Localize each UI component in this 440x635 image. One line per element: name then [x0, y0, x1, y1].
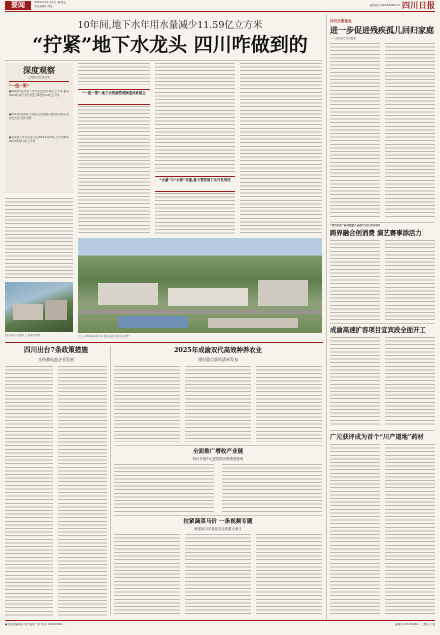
story-d-sub: 阐述四川对食品安全的重大意义: [194, 527, 242, 531]
lead-kicker: 10年间,地下水年用水量减少11.59亿立方米: [77, 20, 263, 31]
quote-head-2: [155, 176, 235, 192]
lead-sidebar: [5, 63, 73, 193]
story-c-head: 全面推广增收产业链: [192, 449, 244, 455]
sidebar-rule: [9, 81, 69, 82]
lead-headline: “拧紧”地下水龙头 四川咋做到的: [32, 34, 308, 56]
date-line: 2024年12月6日 星期五: [34, 1, 67, 4]
story-a-head: 四川出台7条政策措施: [24, 346, 88, 354]
right-rule-1: [330, 222, 435, 223]
story3-head: 成渝高速扩容项目宜宾段全面开工: [330, 326, 426, 334]
photo-factory: [168, 288, 248, 306]
photo-left-caption: 四川某地节水灌区 □ 新华社供图: [5, 334, 40, 337]
story1-col-a: [330, 43, 380, 219]
story-d-head: 拉紧蔬菜马价 一条视频专题: [183, 519, 253, 525]
sidebar-point: ●全省地下水开采量已从2014年的16亿立方米降至2024年的4.4亿立方米: [9, 136, 69, 143]
lead-photo-aerial: [78, 238, 322, 333]
story-b-head: 2025年成渝双代高效种养农业: [173, 346, 263, 354]
story-b-col-a: [114, 366, 180, 442]
story-b-sub: 建设重点事项清单发布: [198, 357, 238, 362]
story-a-sub: 支持蓄电池企业发展: [38, 357, 74, 362]
photo-road: [78, 310, 322, 314]
lead-col-2: [78, 63, 150, 85]
right-rule-2: [330, 323, 435, 324]
story1-tag: ——省民政厅出台新政: [330, 37, 356, 40]
bottom-divider: [110, 345, 111, 615]
lead-col-4: [240, 63, 322, 234]
editor-line: 责任编辑 刘佳: [34, 5, 53, 8]
lead-col-3: [155, 63, 235, 173]
bottom-rule-2: [114, 445, 322, 446]
masthead: [0, 0, 440, 12]
right-banner: 四川日报视点: [330, 19, 352, 23]
story-a-col-b: [58, 366, 107, 616]
sidebar-point: ●2014年四川地下水开采量为约16亿立方米,截至2024年,地下水开采量下降至约4.4亿立方米: [9, 90, 69, 97]
sidebar-point: ●2014年我省地下水超采区约面积,通过综合整治,目前已达到“采补平衡”: [9, 113, 69, 120]
lead-col-2-body: [78, 106, 150, 234]
hotline: 新闻热线 028-86969110: [369, 4, 400, 7]
story-c-col-b: [222, 464, 322, 512]
photo-building: [45, 300, 67, 320]
footer-rule: [5, 620, 435, 621]
section-logo: 要闻: [5, 1, 31, 10]
story4-col-a: [330, 444, 380, 614]
story-d-col-b: [185, 534, 251, 616]
story-c-sub: 四川开展中心医院的诊断资格验收: [192, 457, 244, 461]
bottom-rule-3: [114, 515, 322, 516]
photo-aerial-caption: □□□ 2024年12月5日 摄于成都市某污水处理厂: [78, 335, 131, 338]
story-b-col-c: [256, 366, 322, 442]
photo-factory: [98, 283, 158, 305]
lead-rule: [5, 60, 323, 61]
masthead-rule: [5, 11, 435, 12]
story1-head: 进一步促进残疾孤儿回归家庭: [330, 25, 434, 35]
lead-photo-left: [5, 282, 73, 332]
lead-intro-text: [5, 198, 73, 278]
story2-col-a: [330, 240, 380, 320]
story4-head: 广元获评成为首个“川产道地”药材: [330, 434, 424, 441]
reporter-note: □本报记者 陈文华: [28, 76, 50, 79]
photo-factory: [258, 280, 308, 306]
photo-roof: [208, 318, 298, 328]
brand-logo: 四川日报: [402, 0, 436, 10]
bottom-rule: [5, 342, 323, 343]
story-d-col-c: [256, 534, 322, 616]
story-d-col-a: [114, 534, 180, 616]
photo-building: [13, 304, 43, 320]
story3-col-a: [330, 337, 380, 427]
story1-col-b: [385, 43, 435, 219]
footer-left: ●本版投稿邮箱: 地方新闻一版 电话: 028-86968...: [5, 623, 65, 626]
right-rule-3: [330, 430, 435, 431]
story4-col-b: [385, 444, 435, 614]
story-b-col-b: [185, 366, 251, 442]
story-c-col-a: [114, 464, 214, 512]
footer-right: 编辑部 028-86968... 二维码 下载: [395, 623, 435, 626]
story2-col-b: [385, 240, 435, 320]
story2-head: 跨界融合创消费 演艺赛事添活力: [330, 229, 422, 237]
lead-col-3-body: [155, 193, 235, 234]
byline: 深度观察: [23, 65, 55, 75]
story2-kicker: “冰雪四川”系列旅游产品推介会在雪场举办: [330, 224, 381, 227]
photo-roof: [118, 316, 188, 328]
sidebar-title: “一组一策”: [9, 83, 30, 88]
quote-head-1: [78, 89, 150, 105]
quote-text: “水量”与“水质”并重,着力管控地下水开发利用: [159, 178, 231, 182]
story3-col-b: [385, 337, 435, 427]
story-a-col-a: [5, 366, 53, 616]
right-col-divider: [326, 14, 327, 620]
quote-text: “一组一策”,地下水资源管理制度体系建立: [82, 91, 146, 95]
